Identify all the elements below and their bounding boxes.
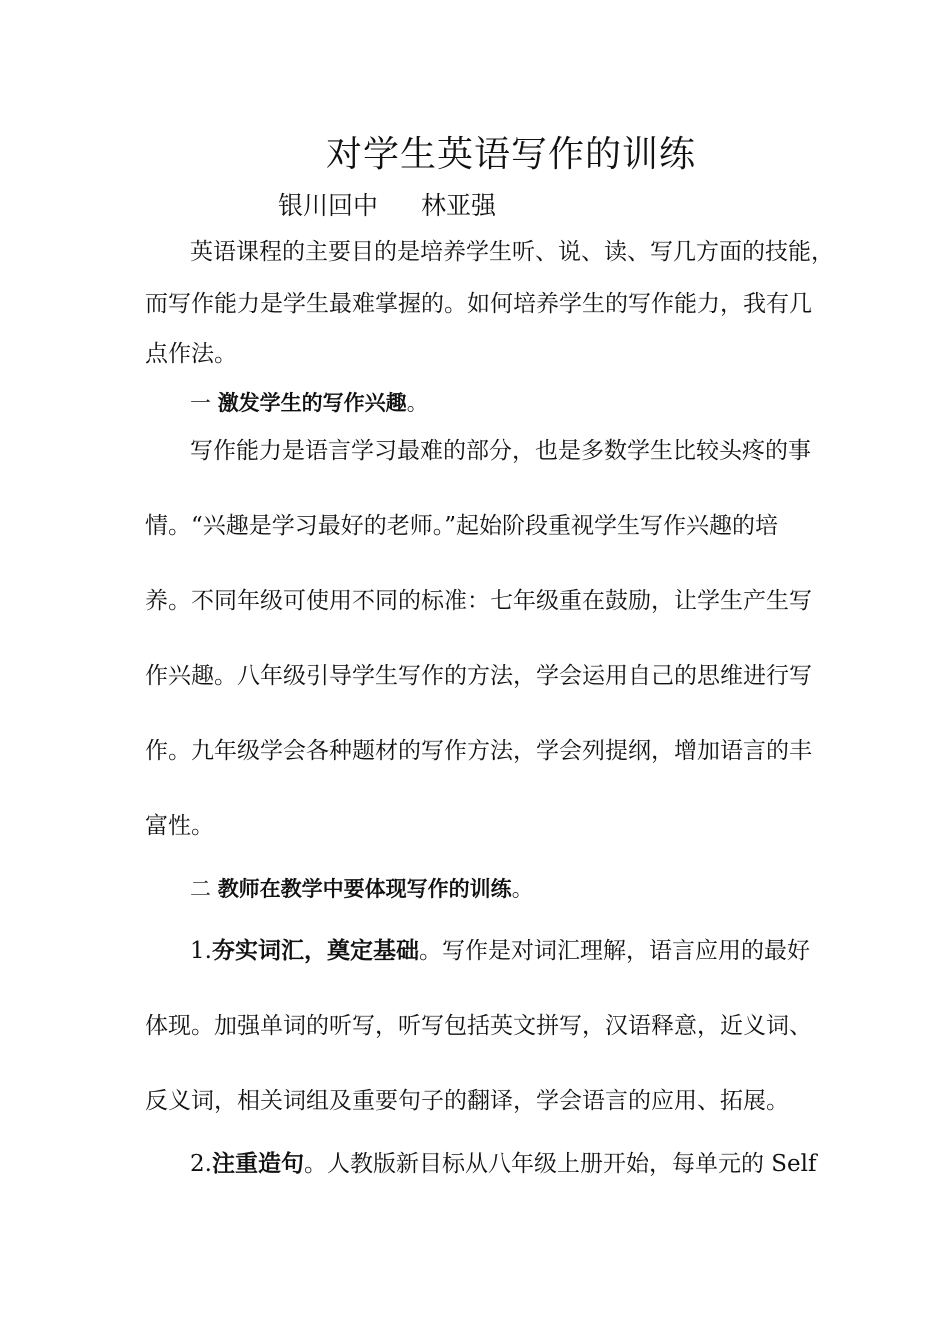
item-2-line-1 — [190, 1148, 817, 1180]
item-1-line-1 — [190, 935, 810, 967]
author-name: 林亚强 — [421, 191, 497, 220]
section-2-heading-end: 。 — [511, 877, 533, 901]
section-1-line-2: 情。“兴趣是学习最好的老师。”起始阶段重视学生写作兴趣的培 — [145, 513, 779, 539]
section-1-line-3: 养。不同年级可使用不同的标准：七年级重在鼓励，让学生产生写 — [145, 588, 812, 614]
section-1-heading-end: 。 — [406, 391, 428, 415]
item-1-number: 1. — [190, 938, 212, 964]
intro-line-2: 而写作能力是学生最难掌握的。如何培养学生的写作能力，我有几 — [145, 291, 812, 317]
section-2-heading-text: 教师在教学中要体现写作的训练 — [217, 877, 512, 901]
section-1-line-4: 作兴趣。八年级引导学生写作的方法，学会运用自己的思维进行写 — [145, 663, 812, 689]
section-1-line-6: 富性。 — [145, 813, 214, 839]
item-1-line-2: 体现。加强单词的听写，听写包括英文拼写，汉语释意，近义词、 — [145, 1013, 812, 1039]
item-1-bold: 夯实词汇，奠定基础 — [211, 938, 419, 964]
section-1-heading-text: 激发学生的写作兴趣 — [217, 391, 407, 415]
section-1-line-1: 写作能力是语言学习最难的部分，也是多数学生比较头疼的事 — [190, 438, 811, 464]
author-school: 银川回中 — [278, 191, 379, 220]
item-2-number: 2. — [190, 1151, 212, 1177]
item-2-bold: 注重造句 — [211, 1151, 304, 1177]
item-1-rest: 。写作是对词汇理解，语言应用的最好 — [418, 938, 810, 964]
section-2-heading — [190, 873, 533, 905]
section-1-line-5: 作。九年级学会各种题材的写作方法，学会列提纲，增加语言的丰 — [145, 738, 812, 764]
section-1-number: 一 — [190, 391, 211, 415]
section-2-number: 二 — [190, 877, 211, 901]
intro-line-1: 英语课程的主要目的是培养学生听、说、读、写几方面的技能， — [190, 239, 834, 265]
section-1-heading — [190, 387, 428, 419]
item-1-line-3: 反义词，相关词组及重要句子的翻译，学会语言的应用、拓展。 — [145, 1088, 789, 1114]
document-title: 对学生英语写作的训练 — [325, 134, 696, 175]
item-2-rest: 。人教版新目标从八年级上册开始，每单元的 Self — [303, 1151, 817, 1177]
intro-line-3: 点作法。 — [145, 341, 237, 367]
